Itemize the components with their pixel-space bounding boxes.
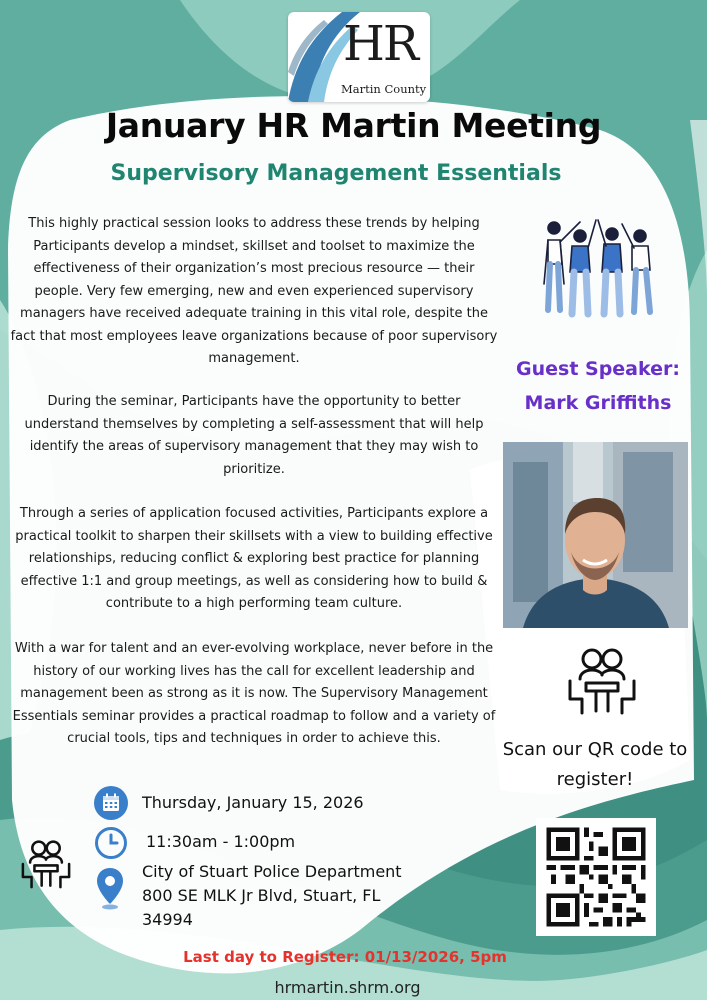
team-high-five-illustration <box>540 214 658 318</box>
hr-martin-county-logo <box>288 12 430 102</box>
clock-icon <box>94 826 128 860</box>
speaker-photo <box>503 442 688 628</box>
guest-speaker-heading <box>500 352 696 420</box>
registration-qr-code[interactable] <box>536 818 656 936</box>
guest-speaker-name: Mark Griffiths <box>524 392 672 414</box>
meeting-group-icon <box>20 838 72 890</box>
description-paragraph: Through a series of application focused activities, Participants explore a practical toolkit to sharpen their skillsets with a view to building effective relationships, reducing conflict & exploring best practice for planning effective 1:1 and group meetings, as well as considering how to build & contribute to a high performing team culture. <box>15 506 493 611</box>
event-venue: City of Stuart Police Department <box>142 862 402 881</box>
scan-qr-text: Scan our QR code to register! <box>502 739 688 790</box>
meeting-group-icon <box>566 645 638 717</box>
guest-speaker-label: Guest Speaker: <box>516 358 680 380</box>
description-paragraph: With a war for talent and an ever-evolving workplace, never before in the history of our working lives has the call for excellent leadership and management been as strong as it is now. The Supervisory Management Essentials seminar provides a practical roadmap to follow and a variety of crucial tools, tips and techniques in order to achieve this. <box>12 641 496 746</box>
logo-letters: HR <box>343 16 417 72</box>
event-location <box>142 860 442 932</box>
logo-org-name: Martin County <box>341 82 427 96</box>
page-title: January HR Martin Meeting <box>105 106 602 145</box>
website-link[interactable]: hrmartin.shrm.org <box>274 978 421 997</box>
calendar-icon <box>94 786 128 820</box>
location-pin-icon <box>95 866 125 910</box>
description-paragraph: This highly practical session looks to address these trends by helping Participants develop a mindset, skillset and toolset to maximize the effectiveness of their organization’s most precious resource — their people. Very few emerging, new and even experienced supervisory managers have received adequate training in this vital role, despite the fact that most employees leave organizations because of poor supervisory management. <box>10 216 498 366</box>
description-paragraph: During the seminar, Participants have the opportunity to better understand themselves by completing a self-assessment that will help identify the areas of supervisory management that they may wish to prioritize. <box>24 394 484 477</box>
event-address-line: 34994 <box>142 910 193 929</box>
registration-deadline: Last day to Register: 01/13/2026, 5pm <box>183 948 507 966</box>
event-time: 11:30am - 1:00pm <box>146 832 296 851</box>
event-address-line: 800 SE MLK Jr Blvd, Stuart, FL <box>142 886 381 905</box>
page-subtitle: Supervisory Management Essentials <box>110 161 562 186</box>
event-date: Thursday, January 15, 2026 <box>142 793 364 812</box>
